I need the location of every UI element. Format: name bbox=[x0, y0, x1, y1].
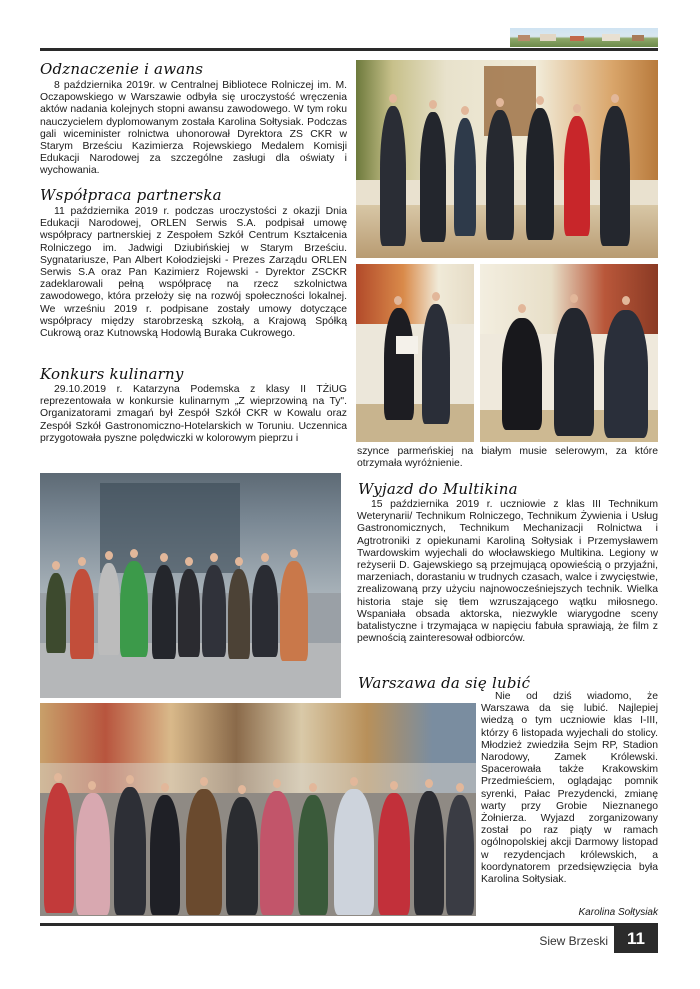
photo-agreement-couple bbox=[356, 264, 474, 442]
heading-konkurs: Konkurs kulinarny bbox=[40, 365, 184, 383]
footer-title: Siew Brzeski bbox=[539, 934, 608, 948]
author-signature: Karolina Sołtysiak bbox=[578, 907, 658, 918]
article-awans: 8 października 2019r. w Centralnej Bibliotece Rolniczej im. M. Oczapowskiego w Warszawie odbyła się uroczystość wręczenia aktów nadania kolejnych stopni awansu zawodowego. W tym roku nauczycielem dyplomowanym została Karolina Sołtysiak. Podczas gali wiceminister rolnictwa uhonorował Dyrektora ZS CKR w Starym Brześciu Kazimierza Rojewskiego Medalem Komisji Edukacji Narodowej za szczególne zasługi dla oświaty i wychowania. bbox=[40, 80, 347, 177]
header-rule bbox=[40, 48, 658, 51]
article-multikino: 15 października 2019 r. uczniowie z klas III Technikum Weterynarii/ Technikum Rolniczego, Technikum Żywienia i Usług Gastronomicznych, Technikum Mechanizacji Rolnictwa i Agtrotroniki z opiekunami Karoliną Sołtysiak i Przemysławem Twardowskim wyjechali do włocławskiego Multikina. Legiony w reżyserii D. Gajewskiego są przejmującą opowieścią o przyjaźni, marzeniach, dorastaniu w trudnych czasach, walce i zwycięstwie, zrealizowaną przy użyciu najnowocześniejszych technik. Wielka historia staje się tłem wzruszającego wątku miłosnego. Wspaniała obsada aktorska, niezwykle wiarygodne sceny batalistyczne i trzymająca w napięciu fabuła sprawiają, że film z pewnością zainteresował odbiorców. bbox=[357, 499, 658, 645]
article-wspolpraca: 11 października 2019 r. podczas uroczystości z okazji Dnia Edukacji Narodowej, ORLEN Serwis S.A. podpisał umowę współpracy partnerskiej z Zespołem Szkół Centrum Kształcenia Rolniczego im. Jadwigi Dziubińskiej w Starym Brześciu. Sygnatariusze, Pan Albert Kołodziejski - Prezes Zarządu ORLEN Serwis S.A oraz Pan Kazimierz Rojewski - Dyrektor ZSCKR zadeklarowali pełną współpracę na rzecz szkolnictwa zawodowego, która przełoży się na rozwój społeczności lokalnej. We wrześniu 2019 r. podpisane zostały umowy dotyczące współpracy między starobrzeską szkołą, a Krajową Spółką Cukrową oraz Kutnowską Hodowlą Buraka Cukrowego. bbox=[40, 206, 347, 340]
header-landscape-photo bbox=[510, 28, 658, 47]
heading-awans: Odznaczenie i awans bbox=[40, 60, 204, 78]
heading-warszawa: Warszawa da się lubić bbox=[358, 674, 531, 692]
article-konkurs-left: 29.10.2019 r. Katarzyna Podemska z klasy II TŻiUG reprezentowała w konkursie kulinarnym „Z wieprzowiną na Ty". Organizatorami zmagań był Zespół Szkół CKR w Kowalu oraz Zespół Szkół Gastronomiczno-Hotelarskich w Toruniu. Uczennica przygotowała pyszne polędwiczki w kolorowym pieprzu i bbox=[40, 384, 347, 444]
photo-cinema-group bbox=[40, 473, 341, 698]
article-warszawa: Nie od dziś wiadomo, że Warszawa da się lubić. Najlepiej wiedzą o tym uczniowie klas I-III, którzy 6 listopada wyjechali do stolicy. Młodzież zwiedziła Sejm RP, Stadion Narodowy, Zamek Królewski. Spacerowała także Krakowskim Przedmieściem, oglądając pomnik syrenki, Pałac Prezydencki, zmianę warty przy Grobie Nieznanego Żołnierza. Wyjazd zorganizowany został po raz piąty w ramach ogólnopolskiej akcji Darmowy listopad w rezydencjach królewskich, a koordynatorem przedsięwzięcia była Karolina Sołtysiak. bbox=[481, 691, 658, 886]
photo-award-ceremony bbox=[356, 60, 658, 258]
article-konkurs-right: szynce parmeńskiej na białym musie selerowym, za które otrzymała wyróżnienie. bbox=[357, 446, 658, 470]
heading-multikino: Wyjazd do Multikina bbox=[358, 480, 518, 498]
page-number: 11 bbox=[614, 925, 658, 953]
photo-warsaw-group bbox=[40, 703, 476, 916]
footer-rule bbox=[40, 923, 658, 926]
heading-wspolpraca: Współpraca partnerska bbox=[40, 186, 222, 204]
photo-handshake bbox=[480, 264, 658, 442]
